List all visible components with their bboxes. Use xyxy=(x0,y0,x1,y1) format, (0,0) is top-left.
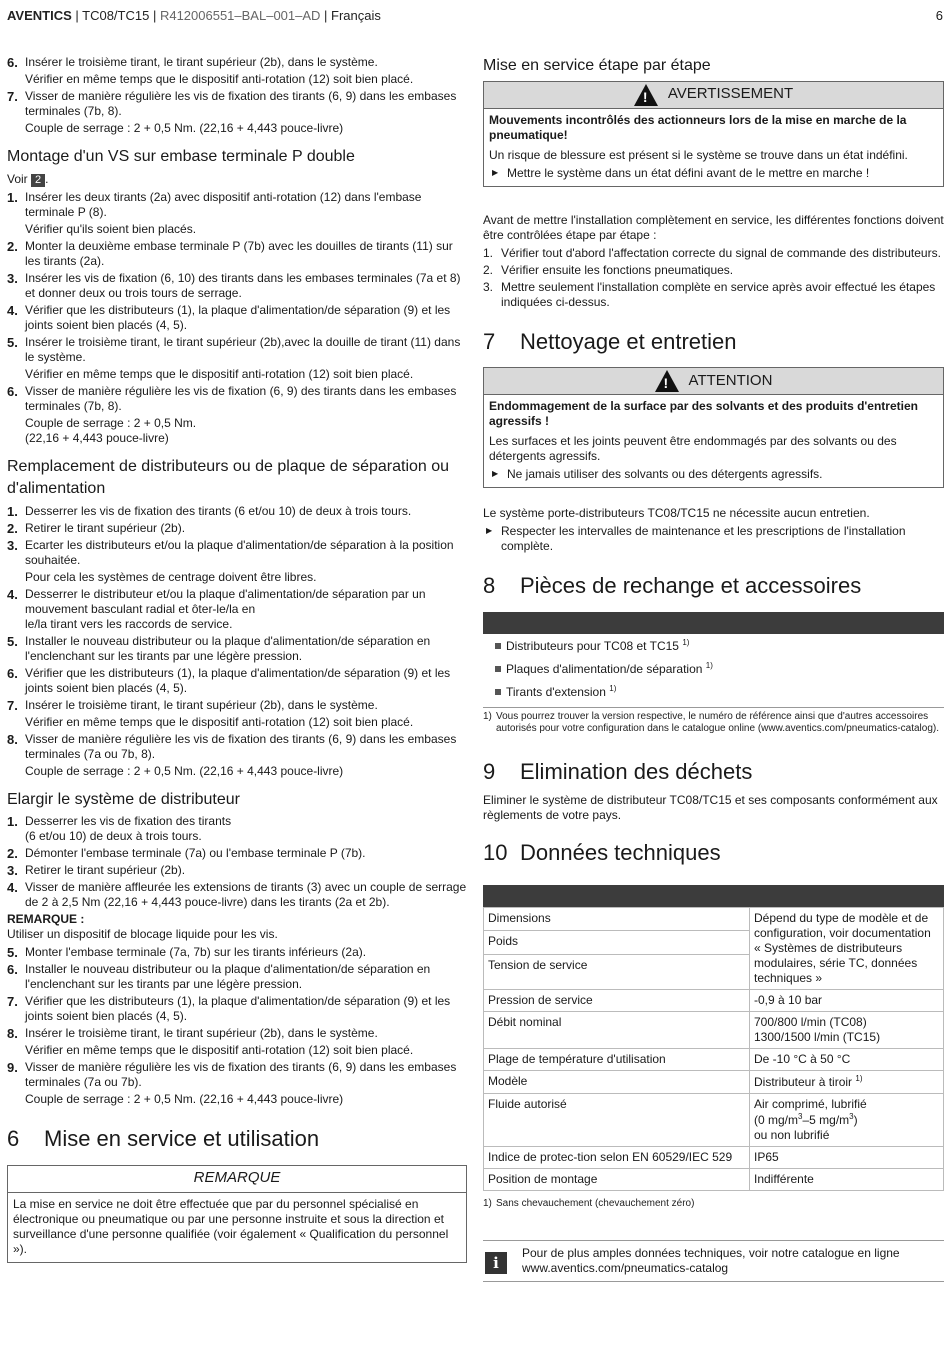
list-item xyxy=(483,263,944,278)
table-row: Dimensions Dépend du type de modèle et de configuration, voir documentation « Systèmes de distributeurs modulaires, série TC, données techniques » xyxy=(484,907,944,931)
step-number: 5. xyxy=(7,633,18,649)
attention-header xyxy=(484,368,943,395)
list-item xyxy=(7,271,467,301)
remark-box xyxy=(7,1165,467,1263)
section-7-heading: 7 Nettoyage et entretien xyxy=(483,328,737,354)
list-item xyxy=(7,89,467,136)
table-row: Tension de service xyxy=(484,954,944,989)
table-row: Modèle Distributeur à tiroir $^{1)}$ xyxy=(484,1070,944,1093)
disposal-text: Eliminer le système de distributeur TC08/TC15 et ses composants conformément aux règlements de votre pays. xyxy=(483,793,938,823)
section-9-heading: 9 Elimination des déchets xyxy=(483,758,753,784)
brand: AVENTICS xyxy=(7,8,72,23)
step-number: 8. xyxy=(7,731,18,747)
step-number: 2. xyxy=(7,846,18,862)
list-item xyxy=(7,521,467,536)
commissioning-title: Mise en service étape par étape xyxy=(483,57,711,74)
step-text: Retirer le tirant supérieur (2b). xyxy=(25,863,186,878)
section-6-heading: 6 Mise en service et utilisation xyxy=(7,1126,320,1152)
extend-steps-b xyxy=(7,945,467,1107)
step-subtext: Couple de serrage : 2 + 0,5 Nm. (22,16 + 4,443 pouce-livre) xyxy=(25,121,344,135)
warning-header xyxy=(484,82,943,109)
list-item xyxy=(483,246,944,261)
step-text: Retirer le tirant supérieur (2b). xyxy=(25,520,186,535)
list-item: Tirants d'extension $^{1)}$ xyxy=(483,684,944,700)
left-column xyxy=(7,55,467,1271)
section-10-heading: 10 Données techniques xyxy=(483,840,721,866)
list-item xyxy=(7,1060,467,1107)
step-text: Vérifier que les distributeurs (1), la plaque d'alimentation/de séparation (9) et les joints soient bien placés (4, 5). xyxy=(25,994,451,1024)
list-item xyxy=(7,846,467,861)
step-number: 2. xyxy=(483,262,494,277)
step-text: Visser de manière affleurée les extensions de tirants (3) avec un couple de serrage de 2 à 2,5 Nm (22,16 + 4,443 pouce-livre) dans les tirants (2a et 2b). xyxy=(25,880,467,910)
step-text: Monter l'embase terminale (7a, 7b) sur les tirants inférieurs (2a). xyxy=(25,945,367,960)
warning-title: AVERTISSEMENT xyxy=(667,85,794,103)
list-item xyxy=(7,303,467,333)
list-item xyxy=(7,1026,467,1058)
list-item xyxy=(7,55,467,87)
attention-title: ATTENTION xyxy=(688,371,773,389)
list-item xyxy=(7,504,467,519)
step-number: 2. xyxy=(7,239,18,255)
step-subtext: Pour cela les systèmes de centrage doivent être libres. xyxy=(25,569,317,584)
table-row: Poids xyxy=(484,931,944,955)
vs-steps xyxy=(7,190,467,446)
step-text: Visser de manière régulière les vis de fixation des tirants (6, 9) dans les embases terminales (7b, 8). xyxy=(25,89,457,118)
list-item xyxy=(7,634,467,664)
list-item xyxy=(7,239,467,269)
list-item xyxy=(7,666,467,696)
maintenance-action: ▶ Respecter les intervalles de maintenance et les prescriptions de l'installation complète. xyxy=(483,524,944,554)
vs-see: Voir 2 . xyxy=(7,171,49,186)
step-number: 7. xyxy=(7,994,18,1010)
list-item xyxy=(7,994,467,1024)
step-text: Monter la deuxième embase terminale P (7b) avec les douilles de tirants (11) sur les tirants (2a). xyxy=(25,239,453,269)
table-row: Plage de température d'utilisation De -10 °C à 50 °C xyxy=(484,1048,944,1070)
list-item xyxy=(7,863,467,878)
step-number: 2. xyxy=(7,520,18,536)
step-number: 9. xyxy=(7,1060,18,1076)
step-number: 4. xyxy=(7,880,18,896)
step-text: Insérer les deux tirants (2a) avec dispositif anti-rotation (12) dans l'embase terminale P (8). xyxy=(25,190,422,220)
step-number: 3. xyxy=(7,537,18,553)
right-column xyxy=(483,55,944,1282)
info-icon: i xyxy=(485,1252,507,1274)
list-item xyxy=(7,190,467,237)
figure-tag: 2 xyxy=(31,174,45,188)
check-steps xyxy=(483,246,944,310)
step-number: 3. xyxy=(483,279,494,294)
step-number: 1. xyxy=(7,190,18,206)
step-subtext: Couple de serrage : 2 + 0,5 Nm. (22,16 + 4,443 pouce-livre) xyxy=(25,416,197,446)
step-number: 6. xyxy=(7,384,18,400)
step-subtext: Couple de serrage : 2 + 0,5 Nm. (22,16 + 4,443 pouce-livre) xyxy=(25,1092,344,1107)
page-number: 6 xyxy=(935,8,943,23)
remark-title: REMARQUE xyxy=(8,1166,466,1193)
step-text: Vérifier que les distributeurs (1), la plaque d'alimentation/de séparation (9) et les joints soient bien placés (4, 5). xyxy=(25,303,451,333)
warning-box xyxy=(483,81,944,187)
tech-footnote: 1) Sans chevauchement (chevauchement zéro) xyxy=(483,1197,695,1209)
step-subtext: Vérifier qu'ils soient bien placés. xyxy=(25,222,197,237)
list-item xyxy=(7,945,467,960)
table-row: Indice de protec-tion selon EN 60529/IEC 529 IP65 xyxy=(484,1146,944,1168)
model: TC08/TC15 xyxy=(82,8,150,23)
step-text: Insérer le troisième tirant, le tirant supérieur (2b), dans le système. xyxy=(25,1026,378,1041)
step-number: 6. xyxy=(7,665,18,681)
list-item xyxy=(7,538,467,585)
list-item xyxy=(7,880,467,910)
step-text: Desserrer le distributeur et/ou la plaque d'alimentation/de séparation par un mouvement basculant radial et ôter-le/la en le/la tirant vers les raccords de service. xyxy=(25,586,426,631)
extend-title: Elargir le système de distributeur xyxy=(7,790,240,808)
attention-text: Les surfaces et les joints peuvent être endommagés par des solvants ou des détergents agressifs. xyxy=(489,434,897,464)
step-text: Vérifier que les distributeurs (1), la plaque d'alimentation/de séparation (9) et les joints soient bien placés (4, 5). xyxy=(25,665,451,695)
parts-table-header xyxy=(483,612,944,634)
step-number: 1. xyxy=(7,814,18,830)
remark-text: La mise en service ne doit être effectuée que par du personnel spécialisé en électronique ou pneumatique ou par une personne instruite et sous la direction et surveillance d'une personne qualifiée (voir également « Qualification du personnel »). xyxy=(13,1196,449,1256)
extend-steps-a xyxy=(7,814,467,910)
step-number: 8. xyxy=(7,1026,18,1042)
list-item xyxy=(7,814,467,844)
section-8-heading: 8 Pièces de rechange et accessoires xyxy=(483,573,862,599)
attention-bold: Endommagement de la surface par des solvants et des produits d'entretien agressifs ! xyxy=(489,399,918,429)
info-box xyxy=(483,1240,944,1282)
list-item xyxy=(483,280,944,310)
step-text: Visser de manière régulière les vis de fixation (6, 9) des tirants dans les embases terminales (7b, 8). xyxy=(25,384,457,414)
step-subtext: Vérifier en même temps que le dispositif anti-rotation (12) soit bien placé. xyxy=(25,1043,414,1058)
list-item xyxy=(7,962,467,992)
step-number: 7. xyxy=(7,697,18,713)
warning-icon: ! xyxy=(634,84,658,106)
table-row: Débit nominal 700/800 l/min (TC08) 1300/1500 l/min (TC15) xyxy=(484,1011,944,1048)
step-text: Insérer le troisième tirant, le tirant supérieur (2b),avec la douille de tirant (11) dans le système. xyxy=(25,335,461,365)
vs-title: Montage d'un VS sur embase terminale P double xyxy=(7,148,355,165)
tech-table xyxy=(483,907,944,1191)
parts-list xyxy=(483,638,944,700)
step-number: 1. xyxy=(483,245,494,260)
step-number: 3. xyxy=(7,271,18,287)
warning-action: ▶ Mettre le système dans un état défini avant de le mettre en marche ! xyxy=(489,166,938,181)
attention-box xyxy=(483,367,944,488)
list-item: Plaques d'alimentation/de séparation $^{1)}$ xyxy=(483,661,944,677)
step-text: Installer le nouveau distributeur ou la plaque d'alimentation/de séparation en l'enclenchant sur les tirants par une légère pression. xyxy=(25,633,431,663)
before-text: Avant de mettre l'installation complètement en service, les différentes fonctions doivent être contrôlées étape par étape : xyxy=(483,212,944,242)
list-item xyxy=(7,732,467,779)
attention-action: ▶ Ne jamais utiliser des solvants ou des détergents agressifs. xyxy=(489,467,938,482)
extend-note-title: REMARQUE : xyxy=(7,912,85,927)
step-text: Visser de manière régulière les vis de fixation des tirants (6, 9) dans les embases terminales (7a ou 7b). xyxy=(25,1060,457,1090)
step-subtext: Vérifier en même temps que le dispositif anti-rotation (12) soit bien placé. xyxy=(25,714,414,729)
tech-table-header xyxy=(483,885,944,907)
warning-icon: ! xyxy=(655,370,679,392)
step-text: Ecarter les distributeurs et/ou la plaque d'alimentation/de séparation à la position souhaitée. xyxy=(25,537,454,567)
step-text: Insérer le troisième tirant, le tirant supérieur (2b), dans le système. xyxy=(25,55,378,69)
step-number: 4. xyxy=(7,303,18,319)
language: Français xyxy=(331,8,381,23)
step-number: 1. xyxy=(7,503,18,519)
page-header: AVENTICS | TC08/TC15 | R412006551–BAL–001–AD | Français xyxy=(7,8,381,23)
step-text: Visser de manière régulière les vis de fixation des tirants (6, 9) dans les embases terminales (7a ou 7b, 8). xyxy=(25,731,457,761)
parts-footnote: 1) Vous pourrez trouver la version respective, le numéro de référence ainsi que d'autres accessoires autorisés pour votre configuration dans le catalogue online (www.aventics.com/pneumatics-catalog). xyxy=(483,707,944,736)
list-item xyxy=(7,698,467,730)
step-subtext: Couple de serrage : 2 + 0,5 Nm. (22,16 + 4,443 pouce-livre) xyxy=(25,763,344,778)
step-text: Insérer le troisième tirant, le tirant supérieur (2b), dans le système. xyxy=(25,697,378,712)
table-row: Fluide autorisé Air comprimé, lubrifié (0 $mg/m^3-5$ $mg/m^3$) ou non lubrifié xyxy=(484,1093,944,1146)
replace-steps xyxy=(7,504,467,779)
info-text: Pour de plus amples données techniques, voir notre catalogue en ligne www.aventics.com/pneumatics-catalog xyxy=(522,1246,900,1276)
warning-bold: Mouvements incontrôlés des actionneurs lors de la mise en marche de la pneumatique! xyxy=(489,112,907,142)
table-row: Position de montage Indifférente xyxy=(484,1168,944,1190)
step-text: Mettre seulement l'installation complète en service après avoir effectué les étapes indiquées ci-dessus. xyxy=(501,279,936,309)
step-number: 4. xyxy=(7,586,18,602)
maintenance-text: Le système porte-distributeurs TC08/TC15 ne nécessite aucun entretien. xyxy=(483,506,870,521)
extend-note-text: Utiliser un dispositif de blocage liquide pour les vis. xyxy=(7,927,278,942)
table-row: Pression de service -0,9 à 10 bar xyxy=(484,989,944,1011)
list-item xyxy=(7,587,467,632)
intro-steps xyxy=(7,55,467,136)
step-text: Desserrer les vis de fixation des tirants (6 et/ou 10) de deux à trois tours. xyxy=(25,503,412,518)
replace-title: Remplacement de distributeurs ou de plaque de séparation ou d'alimentation xyxy=(7,458,450,497)
warning-text: Un risque de blessure est présent si le système se trouve dans un état indéfini. xyxy=(489,147,908,162)
step-subtext: Vérifier en même temps que le dispositif anti-rotation (12) soit bien placé. xyxy=(25,367,414,382)
step-text: Installer le nouveau distributeur ou la plaque d'alimentation/de séparation en l'enclenchant sur les tirants par une légère pression. xyxy=(25,962,431,992)
step-text: Vérifier tout d'abord l'affectation correcte du signal de commande des distributeurs. xyxy=(501,245,941,260)
step-number: 6. xyxy=(7,962,18,978)
step-text: Insérer les vis de fixation (6, 10) des tirants dans les embases terminales (7a et 8) et donner deux ou trois tours de serrage. xyxy=(25,271,461,301)
step-number: 7. xyxy=(7,89,18,104)
step-subtext: Vérifier en même temps que le dispositif anti-rotation (12) soit bien placé. xyxy=(25,72,414,86)
step-text: Démonter l'embase terminale (7a) ou l'embase terminale P (7b). xyxy=(25,846,366,861)
doc-ref: R412006551–BAL–001–AD xyxy=(159,8,321,23)
step-number: 6. xyxy=(7,55,18,70)
step-text: Vérifier ensuite les fonctions pneumatiques. xyxy=(501,262,734,277)
list-item: Distributeurs pour TC08 et TC15 $^{1)}$ xyxy=(483,638,944,654)
step-text: Desserrer les vis de fixation des tirants (6 et/ou 10) de deux à trois tours. xyxy=(25,814,232,844)
step-number: 3. xyxy=(7,863,18,879)
list-item xyxy=(7,384,467,446)
list-item xyxy=(7,335,467,382)
step-number: 5. xyxy=(7,945,18,961)
step-number: 5. xyxy=(7,335,18,351)
